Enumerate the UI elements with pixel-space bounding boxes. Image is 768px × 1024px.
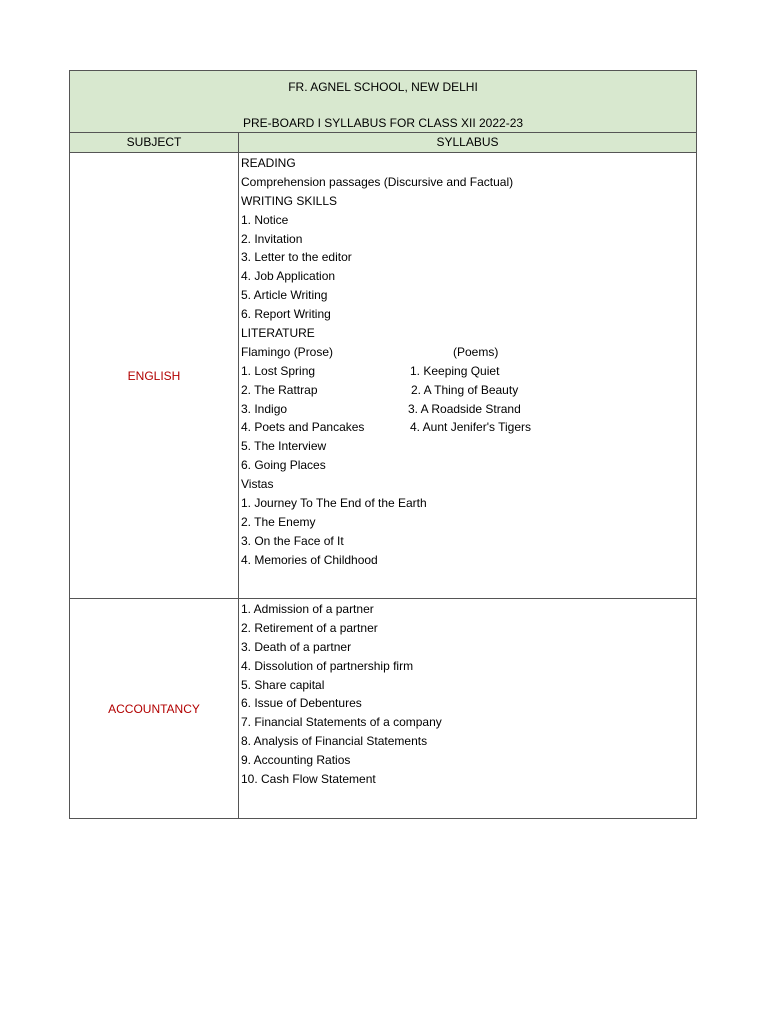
syllabus-line-pair bbox=[241, 362, 696, 381]
prose-heading: Flamingo (Prose) bbox=[241, 344, 334, 359]
syllabus-line: 6. Going Places bbox=[241, 458, 326, 473]
syllabus-line: READING bbox=[241, 156, 296, 170]
poem-item: 3. A Roadside Strand bbox=[408, 401, 521, 416]
prose-item: 4. Poets and Pancakes bbox=[241, 420, 365, 435]
syllabus-line: LITERATURE bbox=[241, 326, 315, 341]
syllabus-line-pair bbox=[241, 343, 696, 362]
syllabus-line: 1. Journey To The End of the Earth bbox=[241, 496, 427, 511]
syllabus-table bbox=[69, 70, 697, 819]
syllabus-line: 4. Memories of Childhood bbox=[241, 552, 378, 567]
syllabus-accountancy bbox=[239, 599, 696, 818]
syllabus-line: Vistas bbox=[241, 477, 274, 492]
syllabus-column-header: SYLLABUS bbox=[436, 135, 499, 149]
syllabus-line: 4. Job Application bbox=[241, 269, 336, 284]
poem-item: 1. Keeping Quiet bbox=[410, 363, 500, 378]
syllabus-line: 2. The Enemy bbox=[241, 514, 316, 529]
syllabus-line: 4. Dissolution of partnership firm bbox=[241, 658, 414, 673]
syllabus-line: 7. Financial Statements of a company bbox=[241, 715, 442, 730]
syllabus-line: 1. Notice bbox=[241, 212, 289, 227]
subject-column-header: SUBJECT bbox=[70, 133, 239, 152]
syllabus-line: 1. Admission of a partner bbox=[241, 602, 374, 616]
table-row-accountancy bbox=[69, 599, 697, 819]
syllabus-line: 8. Analysis of Financial Statements bbox=[241, 734, 428, 749]
column-headers bbox=[69, 132, 697, 153]
syllabus-line: WRITING SKILLS bbox=[241, 193, 338, 208]
prose-item: 1. Lost Spring bbox=[241, 363, 316, 378]
syllabus-line: 6. Issue of Debentures bbox=[241, 696, 362, 711]
syllabus-line-pair bbox=[241, 400, 696, 419]
syllabus-line: Comprehension passages (Discursive and Factual) bbox=[241, 174, 514, 189]
syllabus-line: 10. Cash Flow Statement bbox=[241, 772, 376, 787]
syllabus-line: 9. Accounting Ratios bbox=[241, 753, 351, 768]
poem-item: 2. A Thing of Beauty bbox=[411, 382, 519, 397]
poems-heading: (Poems) bbox=[453, 344, 499, 359]
syllabus-line: 5. The Interview bbox=[241, 439, 327, 454]
syllabus-line-pair bbox=[241, 418, 696, 437]
syllabus-line: 3. Death of a partner bbox=[241, 639, 352, 654]
subject-english: ENGLISH bbox=[70, 153, 239, 598]
syllabus-line: 5. Share capital bbox=[241, 677, 325, 692]
poem-item: 4. Aunt Jenifer's Tigers bbox=[410, 420, 532, 435]
subject-accountancy: ACCOUNTANCY bbox=[70, 599, 239, 818]
page-title: PRE-BOARD I SYLLABUS FOR CLASS XII 2022-23 bbox=[242, 116, 524, 130]
syllabus-line: 5. Article Writing bbox=[241, 288, 328, 303]
syllabus-line: 2. Retirement of a partner bbox=[241, 620, 378, 635]
syllabus-line: 3. Letter to the editor bbox=[241, 250, 352, 265]
syllabus-line: 2. Invitation bbox=[241, 231, 303, 246]
syllabus-line-pair bbox=[241, 381, 696, 400]
prose-item: 3. Indigo bbox=[241, 401, 288, 416]
prose-item: 2. The Rattrap bbox=[241, 382, 318, 397]
syllabus-line: 3. On the Face of It bbox=[241, 533, 344, 548]
school-name: FR. AGNEL SCHOOL, NEW DELHI bbox=[288, 80, 478, 94]
syllabus-english bbox=[239, 153, 696, 598]
table-header bbox=[69, 70, 697, 132]
syllabus-line: 6. Report Writing bbox=[241, 307, 331, 322]
table-row-english bbox=[69, 153, 697, 599]
